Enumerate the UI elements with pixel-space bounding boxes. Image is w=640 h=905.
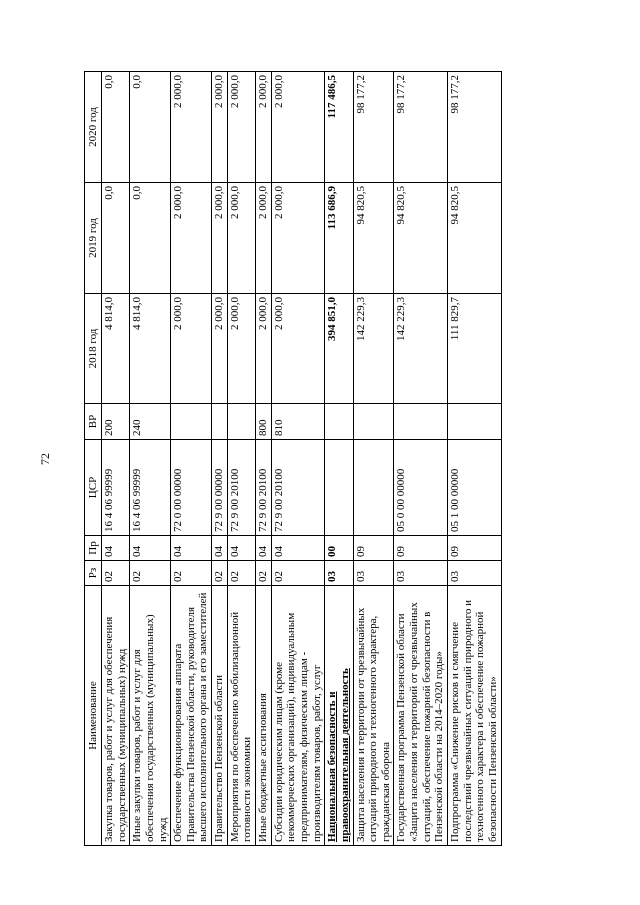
cell-vr bbox=[227, 404, 255, 440]
cell-pr: 04 bbox=[271, 536, 325, 561]
cell-vr: 810 bbox=[271, 404, 325, 440]
cell-2020: 2 000,0 bbox=[212, 72, 228, 183]
cell-rz: 02 bbox=[271, 561, 325, 586]
cell-pr: 04 bbox=[171, 536, 212, 561]
table-row bbox=[394, 72, 448, 846]
cell-vr bbox=[448, 404, 502, 440]
cell-pr: 04 bbox=[212, 536, 228, 561]
header-2018: 2018 год bbox=[85, 294, 102, 404]
page-number: 72 bbox=[38, 453, 52, 465]
cell-name: Иные закупки товаров, работ и услуг для обеспечения государственных (муниципальных) нужд bbox=[130, 586, 171, 846]
cell-csr: 72 9 00 20100 bbox=[227, 440, 255, 536]
table-row bbox=[171, 72, 212, 846]
header-2020: 2020 год bbox=[85, 72, 102, 183]
cell-2018: 2 000,0 bbox=[256, 294, 272, 404]
cell-name: Правительство Пензенской области bbox=[212, 586, 228, 846]
cell-pr: 09 bbox=[448, 536, 502, 561]
cell-rz: 02 bbox=[256, 561, 272, 586]
cell-2020: 0,0 bbox=[130, 72, 171, 183]
cell-2019: 113 686,9 bbox=[325, 183, 353, 294]
cell-rz: 03 bbox=[353, 561, 394, 586]
cell-2019: 2 000,0 bbox=[171, 183, 212, 294]
cell-vr bbox=[325, 404, 353, 440]
header-rz: Рз bbox=[85, 561, 102, 586]
cell-vr: 200 bbox=[102, 404, 130, 440]
cell-2020: 98 177,2 bbox=[353, 72, 394, 183]
cell-pr: 04 bbox=[256, 536, 272, 561]
cell-2020: 2 000,0 bbox=[171, 72, 212, 183]
table-row bbox=[130, 72, 171, 846]
cell-name: Подпрограмма «Снижение рисков и смягчение последствий чрезвычайных ситуаций природного и техногенного характера и обеспечение пожарной безопасности Пензенской области» bbox=[448, 586, 502, 846]
cell-rz: 03 bbox=[394, 561, 448, 586]
cell-csr: 05 0 00 00000 bbox=[394, 440, 448, 536]
cell-csr: 72 9 00 20100 bbox=[271, 440, 325, 536]
cell-pr: 00 bbox=[325, 536, 353, 561]
cell-rz: 03 bbox=[448, 561, 502, 586]
cell-2020: 2 000,0 bbox=[256, 72, 272, 183]
cell-vr bbox=[353, 404, 394, 440]
table-row bbox=[102, 72, 130, 846]
cell-pr: 09 bbox=[353, 536, 394, 561]
header-csr: ЦСР bbox=[85, 440, 102, 536]
table-row bbox=[325, 72, 353, 846]
table-body bbox=[102, 72, 502, 846]
cell-name: Защита населения и территории от чрезвычайных ситуаций природного и техногенного характера, гражданская оборона bbox=[353, 586, 394, 846]
cell-2018: 2 000,0 bbox=[271, 294, 325, 404]
table-row bbox=[212, 72, 228, 846]
rotated-table-area bbox=[84, 72, 640, 842]
cell-name: Субсидии юридическим лицам (кроме некоммерческих организаций), индивидуальным предпринимателям, физическим лицам - производителям товаров, работ, услуг bbox=[271, 586, 325, 846]
cell-name: Иные бюджетные ассигнования bbox=[256, 586, 272, 846]
cell-2018: 142 229,3 bbox=[394, 294, 448, 404]
cell-rz: 02 bbox=[102, 561, 130, 586]
cell-rz: 02 bbox=[212, 561, 228, 586]
cell-2018: 111 829,7 bbox=[448, 294, 502, 404]
cell-name: Государственная программа Пензенской области «Защита населения и территорий от чрезвычайных ситуаций, обеспечение пожарной безопасности в Пензенской области на 2014–2020 годы» bbox=[394, 586, 448, 846]
cell-csr: 72 9 00 20100 bbox=[256, 440, 272, 536]
header-2019: 2019 год bbox=[85, 183, 102, 294]
table-row bbox=[256, 72, 272, 846]
header-pr: Пр bbox=[85, 536, 102, 561]
cell-pr: 04 bbox=[227, 536, 255, 561]
cell-2018: 2 000,0 bbox=[212, 294, 228, 404]
cell-vr: 240 bbox=[130, 404, 171, 440]
cell-rz: 02 bbox=[171, 561, 212, 586]
cell-name: Обеспечение функционирования аппарата Правительства Пензенской области, руководителя высшего исполнительного органа и его заместителей bbox=[171, 586, 212, 846]
cell-2020: 98 177,2 bbox=[394, 72, 448, 183]
cell-pr: 04 bbox=[130, 536, 171, 561]
cell-2020: 2 000,0 bbox=[271, 72, 325, 183]
cell-2019: 2 000,0 bbox=[256, 183, 272, 294]
cell-pr: 04 bbox=[102, 536, 130, 561]
cell-2018: 2 000,0 bbox=[227, 294, 255, 404]
cell-2019: 2 000,0 bbox=[227, 183, 255, 294]
cell-csr: 05 1 00 00000 bbox=[448, 440, 502, 536]
cell-2020: 117 486,5 bbox=[325, 72, 353, 183]
table-frame bbox=[84, 72, 546, 846]
cell-name: Мероприятия по обеспечению мобилизационной готовности экономики bbox=[227, 586, 255, 846]
cell-2018: 2 000,0 bbox=[171, 294, 212, 404]
cell-2019: 2 000,0 bbox=[271, 183, 325, 294]
cell-csr: 16 4 06 99999 bbox=[130, 440, 171, 536]
cell-2019: 94 820,5 bbox=[353, 183, 394, 294]
cell-2019: 2 000,0 bbox=[212, 183, 228, 294]
header-name: Наименование bbox=[85, 586, 102, 846]
cell-2019: 94 820,5 bbox=[394, 183, 448, 294]
cell-rz: 02 bbox=[227, 561, 255, 586]
cell-csr: 72 0 00 00000 bbox=[171, 440, 212, 536]
cell-csr bbox=[325, 440, 353, 536]
cell-csr: 16 4 06 99999 bbox=[102, 440, 130, 536]
cell-2018: 4 814,0 bbox=[130, 294, 171, 404]
cell-pr: 09 bbox=[394, 536, 448, 561]
table-row bbox=[227, 72, 255, 846]
cell-2019: 94 820,5 bbox=[448, 183, 502, 294]
cell-2018: 4 814,0 bbox=[102, 294, 130, 404]
cell-csr bbox=[353, 440, 394, 536]
table-row bbox=[448, 72, 502, 846]
cell-vr: 800 bbox=[256, 404, 272, 440]
cell-name: Закупка товаров, работ и услуг для обеспечения государственных (муниципальных) нужд bbox=[102, 586, 130, 846]
cell-2019: 0,0 bbox=[102, 183, 130, 294]
table-row bbox=[353, 72, 394, 846]
header-vr: ВР bbox=[85, 404, 102, 440]
cell-name: Национальная безопасность и правоохранительная деятельность bbox=[325, 586, 353, 846]
cell-rz: 03 bbox=[325, 561, 353, 586]
cell-2019: 0,0 bbox=[130, 183, 171, 294]
cell-2020: 98 177,2 bbox=[448, 72, 502, 183]
cell-vr bbox=[394, 404, 448, 440]
cell-2018: 142 229,3 bbox=[353, 294, 394, 404]
cell-vr bbox=[212, 404, 228, 440]
table-header-row bbox=[85, 72, 102, 846]
cell-2018: 394 851,0 bbox=[325, 294, 353, 404]
cell-rz: 02 bbox=[130, 561, 171, 586]
cell-2020: 2 000,0 bbox=[227, 72, 255, 183]
cell-2020: 0,0 bbox=[102, 72, 130, 183]
budget-table bbox=[84, 71, 502, 846]
table-row bbox=[271, 72, 325, 846]
cell-vr bbox=[171, 404, 212, 440]
cell-csr: 72 9 00 00000 bbox=[212, 440, 228, 536]
